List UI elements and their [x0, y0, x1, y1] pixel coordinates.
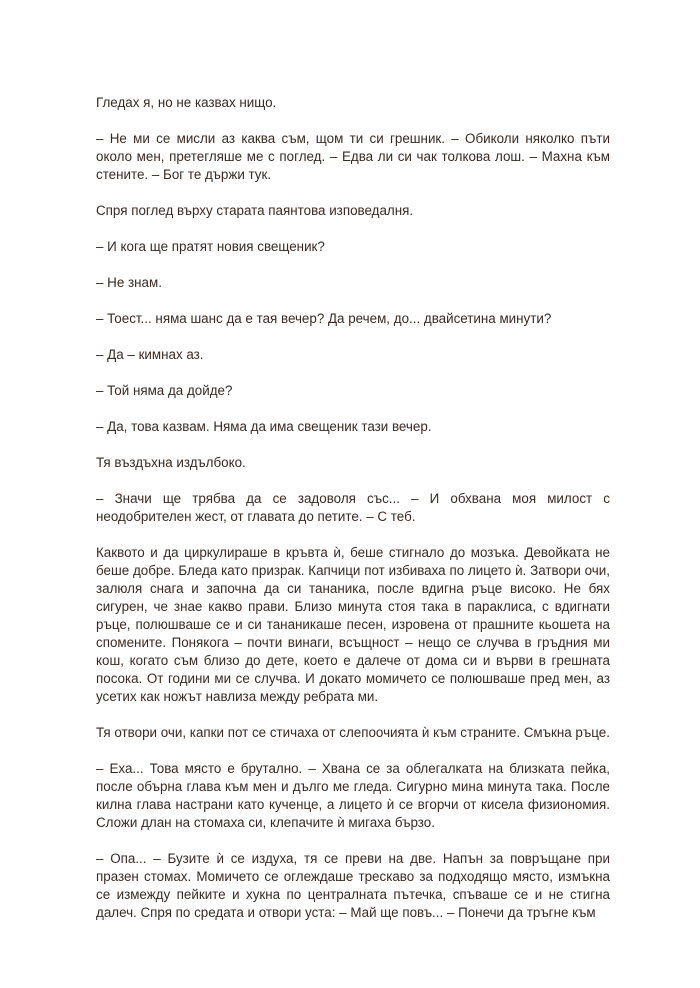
paragraph: – Опа... – Бузите ѝ се издуха, тя се преви на две. Напън за повръщане при празен стомах. Момичето се оглеждаше трескаво за подходящо място, измъкна се измежду пейките и хукна по централната пътечка, спъваше се и не стигна далеч. Спря по средата и отвори уста: – Май ще повъ... – Понечи да тръгне към	[96, 851, 610, 920]
paragraph: – Не ми се мисли аз каква съм, щом ти си грешник. – Обиколи няколко пъти около мен, претегляше ме с поглед. – Едва ли си чак толкова лош. – Махна към стените. – Бог те държи тук.	[96, 131, 610, 182]
paragraph: – Той няма да дойде?	[96, 383, 233, 398]
paragraph: Тя въздъхна издълбоко.	[96, 455, 246, 470]
paragraph: Спря поглед върху старата паянтова изповедалня.	[96, 203, 414, 218]
paragraph: Тя отвори очи, капки пот се стичаха от слепоочията ѝ към страните. Смъкна ръце.	[96, 725, 610, 740]
paragraph: – Значи ще трябва да се задоволя със... – И обхвана моя милост с неодобрителен жест, от главата до петите. – С теб.	[96, 491, 610, 524]
paragraph: – И кога ще пратят новия свещеник?	[96, 239, 325, 254]
paragraph: – Да – кимнах аз.	[96, 347, 204, 362]
paragraph: – Еха... Това място е брутално. – Хвана се за облегалката на близката пейка, после обърна глава към мен и дълго ме гледа. Сигурно мина минута така. После килна глава настрани като кученце, а лицето ѝ се вгорчи от кисела физиономия. Сложи длан на стомаха си, клепачите ѝ мигаха бързо.	[96, 761, 610, 830]
paragraph: – Тоест... няма шанс да е тая вечер? Да речем, до... двайсетина минути?	[96, 311, 552, 326]
paragraph: Гледах я, но не казвах нищо.	[96, 95, 277, 110]
body-text	[96, 94, 610, 940]
paragraph: Каквото и да циркулираше в кръвта ѝ, беше стигнало до мозъка. Девойката не беше добре. Бледа като призрак. Капчици пот избиваха по лицето ѝ. Затвори очи, залюля снага и започна да си тананика, после вдигна ръце високо. Не бях сигурен, че знае какво прави. Близо минута стоя така в параклиса, с вдигнати ръце, полюшваше се и си тананикаше песен, изровена от прашните кьошета на спомените. Понякога – почти винаги, всъщност – нещо се случва в гръдния ми кош, когато съм близо до дете, което е далече от дома си и върви в грешната посока. От години ми се случва. И докато момичето се полюшваше пред мен, аз усетих как ножът навлиза между ребрата ми.	[96, 545, 610, 704]
paragraph: – Не знам.	[96, 275, 162, 290]
paragraph: – Да, това казвам. Няма да има свещеник тази вечер.	[96, 419, 432, 434]
